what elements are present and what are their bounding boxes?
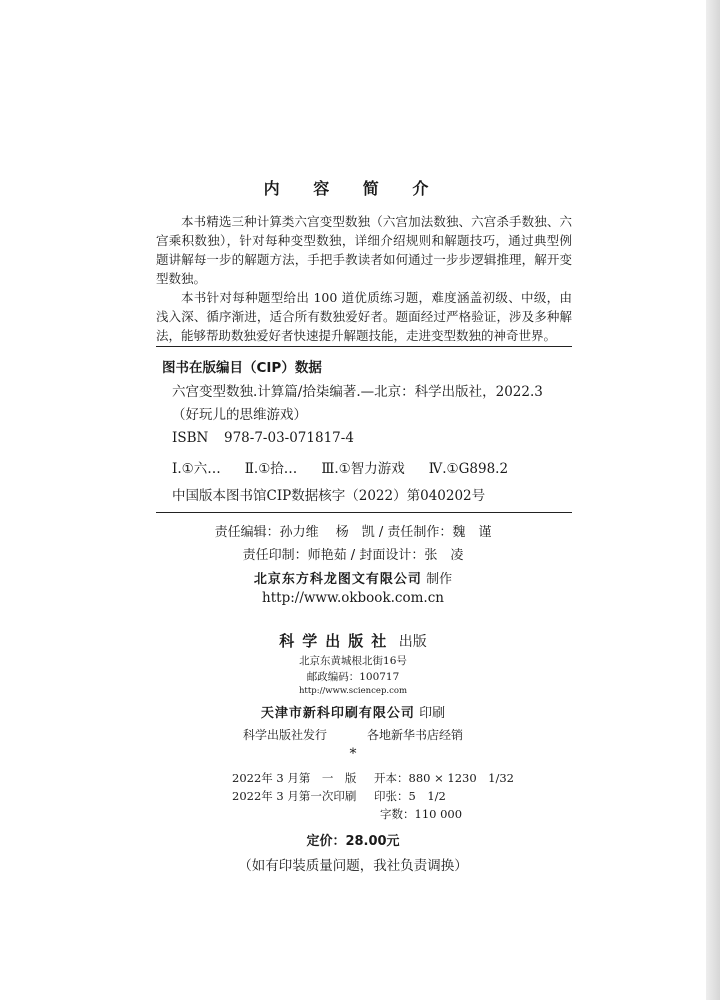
divider [156,346,572,347]
edition-row [232,770,514,786]
classification-item: Ⅳ.①G898.2 [428,461,509,477]
producer-line [0,568,706,587]
intro-paragraph: 本书精选三种计算类六宫变型数独（六宫加法数独、六宫杀手数独、六宫乘积数独），针对每种变型数独，详细介绍规则和解题技巧，通过典型例题讲解每一步的解题方法，手把手教读者如何通过一步步逻辑推理，解开变型数独。 [156,214,572,286]
producer-url: http://www.okbook.com.cn [262,590,444,606]
cip-heading: 图书在版编目（CIP）数据 [162,360,322,376]
intro-text [156,212,572,345]
classification-item: Ⅱ.①拾… [244,461,298,477]
distribution-line [0,726,706,743]
sellers: 各地新华书店经销 [367,728,464,742]
classification-item: Ⅲ.①智力游戏 [321,461,405,477]
isbn-value: 978-7-03-071817-4 [224,430,354,446]
printer-org: 天津市新科印刷有限公司 [260,706,415,721]
divider [156,512,572,513]
publisher-line [0,630,706,651]
edition-date: 2022年 3 月第 一 版 [232,771,357,785]
printing-row [232,788,446,804]
printing-date: 2022年 3 月第一次印刷 [232,789,357,803]
cip-series: （好玩儿的思维游戏） [172,407,307,423]
cip-isbn [172,430,354,446]
publisher-address: 北京东黄城根北街16号 [299,655,407,667]
separator-star: * [349,746,357,762]
publisher-url: http://www.sciencep.com [298,686,408,696]
format-info: 开本：880 × 1230 1/32 [374,771,514,785]
cip-classification [172,457,532,477]
printer-line [0,702,706,721]
distributor: 科学出版社发行 [242,728,327,742]
price: 定价：28.00元 [306,834,400,849]
publisher-postcode: 邮政编码：100717 [306,671,400,683]
producer-org: 北京东方科龙图文有限公司 [253,572,422,587]
page-edge [706,0,720,1000]
isbn-label: ISBN [172,430,209,446]
intro-title: 内 容 简 介 [263,179,443,198]
printer-role: 印刷 [419,706,446,721]
cip-bibliographic: 六宫变型数独.计算篇/拾柒编著.—北京：科学出版社，2022.3 [172,384,543,400]
publisher-name: 科学出版社 [279,632,395,650]
quality-notice: （如有印装质量问题，我社负责调换） [238,858,468,874]
producer-role: 制作 [426,572,453,587]
word-count: 字数：110 000 [380,807,463,821]
intro-paragraph: 本书针对每种题型给出 100 道优质练习题，难度涵盖初级、中级，由浅入深、循序渐进，适合所有数独爱好者。题面经过严格验证，涉及多种解法，能够帮助数独爱好者快速提升解题技能，走进变型数独的神奇世界。 [156,290,572,343]
cip-record: 中国版本图书馆CIP数据核字（2022）第040202号 [172,488,486,504]
printing-credit: 责任印制：师艳茹 / 封面设计：张 凌 [242,548,464,563]
editors-credit: 责任编辑：孙力维 杨 凯 / 责任制作：魏 谨 [214,525,492,540]
sheets-info: 印张：5 1/2 [374,789,446,803]
publisher-role: 出版 [398,634,427,650]
classification-item: Ⅰ.①六… [172,461,221,477]
